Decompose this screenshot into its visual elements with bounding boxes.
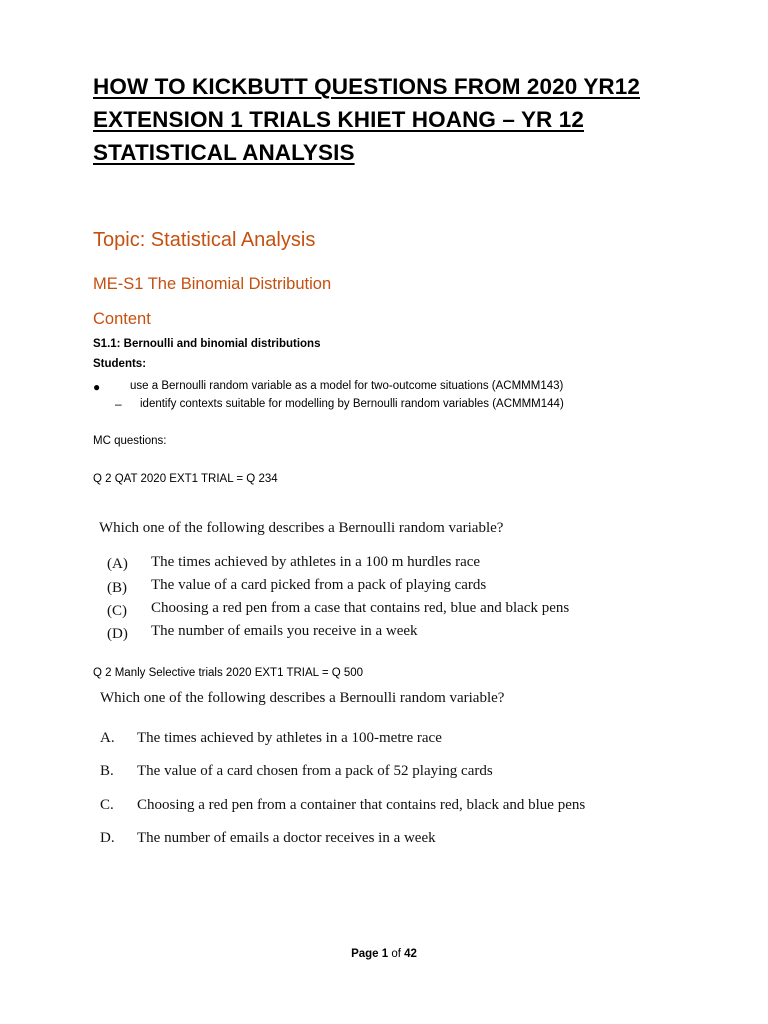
option-text: Choosing a red pen from a case that contains red, blue and black pens	[151, 600, 570, 616]
dash-icon: –	[115, 397, 122, 411]
topic-heading: Topic: Statistical Analysis	[93, 229, 316, 251]
option-label: D.	[100, 830, 115, 846]
bullet-text: use a Bernoulli random variable as a model for two-outcome situations (ACMMM143)	[130, 380, 564, 392]
content-heading: Content	[93, 310, 151, 328]
option-label: C.	[100, 797, 114, 813]
option-label: (D)	[107, 626, 128, 642]
option-label: (B)	[107, 580, 127, 596]
page-number	[0, 948, 768, 960]
section-heading: S1.1: Bernoulli and binomial distributions	[93, 338, 321, 350]
option-text: The times achieved by athletes in a 100 m hurdles race	[151, 554, 481, 570]
title-line: EXTENSION 1 TRIALS KHIET HOANG – YR 12	[93, 107, 584, 132]
document-title	[93, 70, 733, 169]
question2-stem: Which one of the following describes a Bernoulli random variable?	[100, 690, 505, 706]
option-label: (A)	[107, 556, 128, 572]
title-line: HOW TO KICKBUTT QUESTIONS FROM 2020 YR12	[93, 74, 640, 99]
option-text: The number of emails a doctor receives in a week	[137, 830, 436, 846]
students-label: Students:	[93, 358, 147, 370]
option-text: The value of a card chosen from a pack of 52 playing cards	[137, 763, 493, 779]
mc-label: MC questions:	[93, 435, 167, 447]
option-text: The times achieved by athletes in a 100-metre race	[137, 730, 442, 746]
outcome-heading: ME-S1 The Binomial Distribution	[93, 275, 332, 293]
option-text: The value of a card picked from a pack of playing cards	[151, 577, 487, 593]
sub-bullet-text: identify contexts suitable for modelling by Bernoulli random variables (ACMMM144)	[140, 398, 564, 410]
option-label: B.	[100, 763, 114, 779]
title-line: STATISTICAL ANALYSIS	[93, 140, 355, 165]
option-text: The number of emails you receive in a week	[151, 623, 418, 639]
question1-stem: Which one of the following describes a Bernoulli random variable?	[99, 520, 504, 536]
bullet-icon: ●	[93, 380, 101, 394]
option-label: (C)	[107, 603, 127, 619]
question1-heading: Q 2 QAT 2020 EXT1 TRIAL = Q 234	[93, 473, 278, 485]
question2-heading: Q 2 Manly Selective trials 2020 EXT1 TRIAL = Q 500	[93, 667, 364, 679]
page-number-text: Page 1 of 42	[351, 948, 417, 960]
option-text: Choosing a red pen from a container that contains red, black and blue pens	[137, 797, 586, 813]
option-label: A.	[100, 730, 115, 746]
